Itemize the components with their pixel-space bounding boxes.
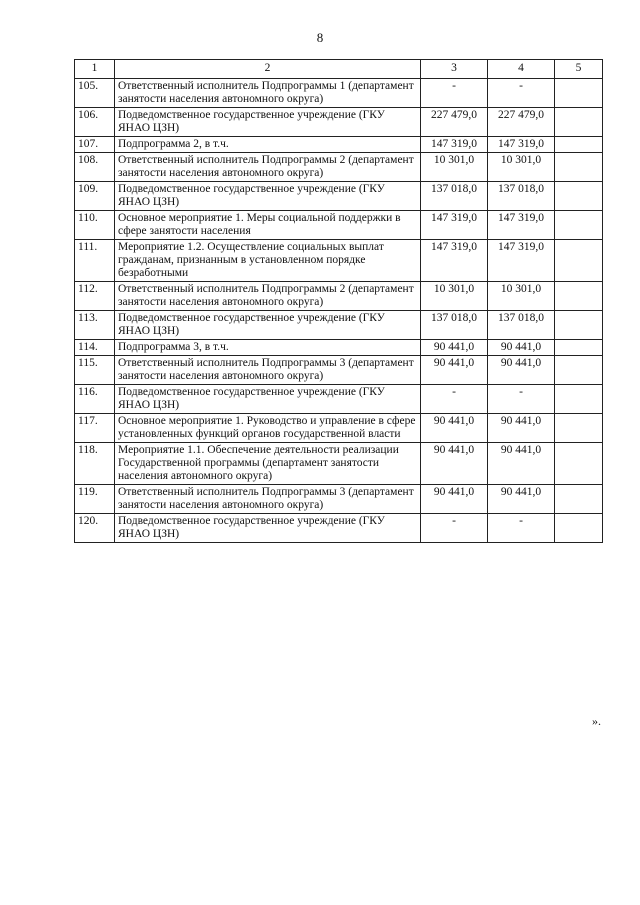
table-row [75, 240, 603, 282]
table-row [75, 108, 603, 137]
description-cell: Подведомственное государственное учреждение (ГКУ ЯНАО ЦЗН) [115, 311, 421, 340]
row-number-cell: 119. [75, 485, 115, 514]
row-number-cell: 111. [75, 240, 115, 282]
value-col-4-cell: 147 319,0 [488, 211, 555, 240]
table-row [75, 385, 603, 414]
header-col-3: 3 [421, 60, 488, 79]
row-number-cell: 116. [75, 385, 115, 414]
row-number-cell: 112. [75, 282, 115, 311]
row-number-cell: 106. [75, 108, 115, 137]
value-col-5-cell [555, 182, 603, 211]
row-number-cell: 113. [75, 311, 115, 340]
value-col-4-cell: 137 018,0 [488, 182, 555, 211]
value-col-4-cell: - [488, 385, 555, 414]
table-row [75, 137, 603, 153]
value-col-3-cell: 147 319,0 [421, 137, 488, 153]
description-cell: Ответственный исполнитель Подпрограммы 1 (департамент занятости населения автономного округа) [115, 79, 421, 108]
table-row [75, 182, 603, 211]
description-cell: Ответственный исполнитель Подпрограммы 3 (департамент занятости населения автономного округа) [115, 485, 421, 514]
value-col-3-cell: 147 319,0 [421, 240, 488, 282]
description-cell: Ответственный исполнитель Подпрограммы 2 (департамент занятости населения автономного округа) [115, 153, 421, 182]
value-col-3-cell: 90 441,0 [421, 485, 488, 514]
page-number: 8 [316, 30, 324, 45]
value-col-3-cell: 10 301,0 [421, 282, 488, 311]
value-col-3-cell: 227 479,0 [421, 108, 488, 137]
budget-table [74, 59, 603, 543]
value-col-5-cell [555, 108, 603, 137]
table-row [75, 485, 603, 514]
table-row [75, 153, 603, 182]
value-col-3-cell: - [421, 79, 488, 108]
description-cell: Ответственный исполнитель Подпрограммы 2 (департамент занятости населения автономного округа) [115, 282, 421, 311]
description-cell: Ответственный исполнитель Подпрограммы 3 (департамент занятости населения автономного округа) [115, 356, 421, 385]
description-cell: Подведомственное государственное учреждение (ГКУ ЯНАО ЦЗН) [115, 182, 421, 211]
value-col-4-cell: - [488, 514, 555, 543]
value-col-4-cell: 147 319,0 [488, 240, 555, 282]
description-cell: Основное мероприятие 1. Руководство и управление в сфере установленных функций органов государственной власти [115, 414, 421, 443]
row-number-cell: 107. [75, 137, 115, 153]
value-col-4-cell: 227 479,0 [488, 108, 555, 137]
value-col-3-cell: 90 441,0 [421, 356, 488, 385]
row-number-cell: 105. [75, 79, 115, 108]
header-col-5: 5 [555, 60, 603, 79]
row-number-cell: 109. [75, 182, 115, 211]
value-col-4-cell: 10 301,0 [488, 153, 555, 182]
value-col-5-cell [555, 311, 603, 340]
value-col-4-cell: 90 441,0 [488, 414, 555, 443]
value-col-4-cell: 90 441,0 [488, 340, 555, 356]
value-col-4-cell: 90 441,0 [488, 356, 555, 385]
row-number-cell: 108. [75, 153, 115, 182]
value-col-5-cell [555, 514, 603, 543]
table-row [75, 443, 603, 485]
description-cell: Мероприятие 1.1. Обеспечение деятельности реализации Государственной программы (департамент занятости населения автономного округа) [115, 443, 421, 485]
value-col-3-cell: 90 441,0 [421, 340, 488, 356]
value-col-4-cell: 90 441,0 [488, 443, 555, 485]
value-col-3-cell: 137 018,0 [421, 311, 488, 340]
value-col-5-cell [555, 340, 603, 356]
header-col-1: 1 [75, 60, 115, 79]
table-row [75, 211, 603, 240]
value-col-5-cell [555, 385, 603, 414]
value-col-5-cell [555, 240, 603, 282]
table-row [75, 282, 603, 311]
table-row [75, 311, 603, 340]
closing-quote: ». [592, 714, 601, 728]
description-cell: Подведомственное государственное учреждение (ГКУ ЯНАО ЦЗН) [115, 385, 421, 414]
table-row [75, 340, 603, 356]
table-row [75, 79, 603, 108]
value-col-3-cell: 90 441,0 [421, 414, 488, 443]
value-col-3-cell: - [421, 514, 488, 543]
table-row [75, 514, 603, 543]
description-cell: Подведомственное государственное учреждение (ГКУ ЯНАО ЦЗН) [115, 514, 421, 543]
value-col-5-cell [555, 137, 603, 153]
value-col-5-cell [555, 485, 603, 514]
row-number-cell: 114. [75, 340, 115, 356]
value-col-3-cell: - [421, 385, 488, 414]
table-row [75, 414, 603, 443]
row-number-cell: 118. [75, 443, 115, 485]
value-col-4-cell: 10 301,0 [488, 282, 555, 311]
row-number-cell: 115. [75, 356, 115, 385]
value-col-5-cell [555, 153, 603, 182]
description-cell: Подведомственное государственное учреждение (ГКУ ЯНАО ЦЗН) [115, 108, 421, 137]
value-col-5-cell [555, 282, 603, 311]
value-col-3-cell: 147 319,0 [421, 211, 488, 240]
description-cell: Подпрограмма 2, в т.ч. [115, 137, 421, 153]
header-col-4: 4 [488, 60, 555, 79]
value-col-4-cell: 90 441,0 [488, 485, 555, 514]
value-col-5-cell [555, 414, 603, 443]
table-body [75, 79, 603, 543]
value-col-3-cell: 137 018,0 [421, 182, 488, 211]
table-header-row [75, 60, 603, 79]
description-cell: Мероприятие 1.2. Осуществление социальных выплат гражданам, признанным в установленном порядке безработными [115, 240, 421, 282]
header-col-2: 2 [115, 60, 421, 79]
value-col-4-cell: 137 018,0 [488, 311, 555, 340]
value-col-3-cell: 90 441,0 [421, 443, 488, 485]
value-col-4-cell: 147 319,0 [488, 137, 555, 153]
row-number-cell: 110. [75, 211, 115, 240]
value-col-5-cell [555, 443, 603, 485]
row-number-cell: 117. [75, 414, 115, 443]
description-cell: Основное мероприятие 1. Меры социальной поддержки в сфере занятости населения [115, 211, 421, 240]
value-col-5-cell [555, 79, 603, 108]
value-col-3-cell: 10 301,0 [421, 153, 488, 182]
row-number-cell: 120. [75, 514, 115, 543]
value-col-5-cell [555, 211, 603, 240]
description-cell: Подпрограмма 3, в т.ч. [115, 340, 421, 356]
table-row [75, 356, 603, 385]
value-col-5-cell [555, 356, 603, 385]
value-col-4-cell: - [488, 79, 555, 108]
